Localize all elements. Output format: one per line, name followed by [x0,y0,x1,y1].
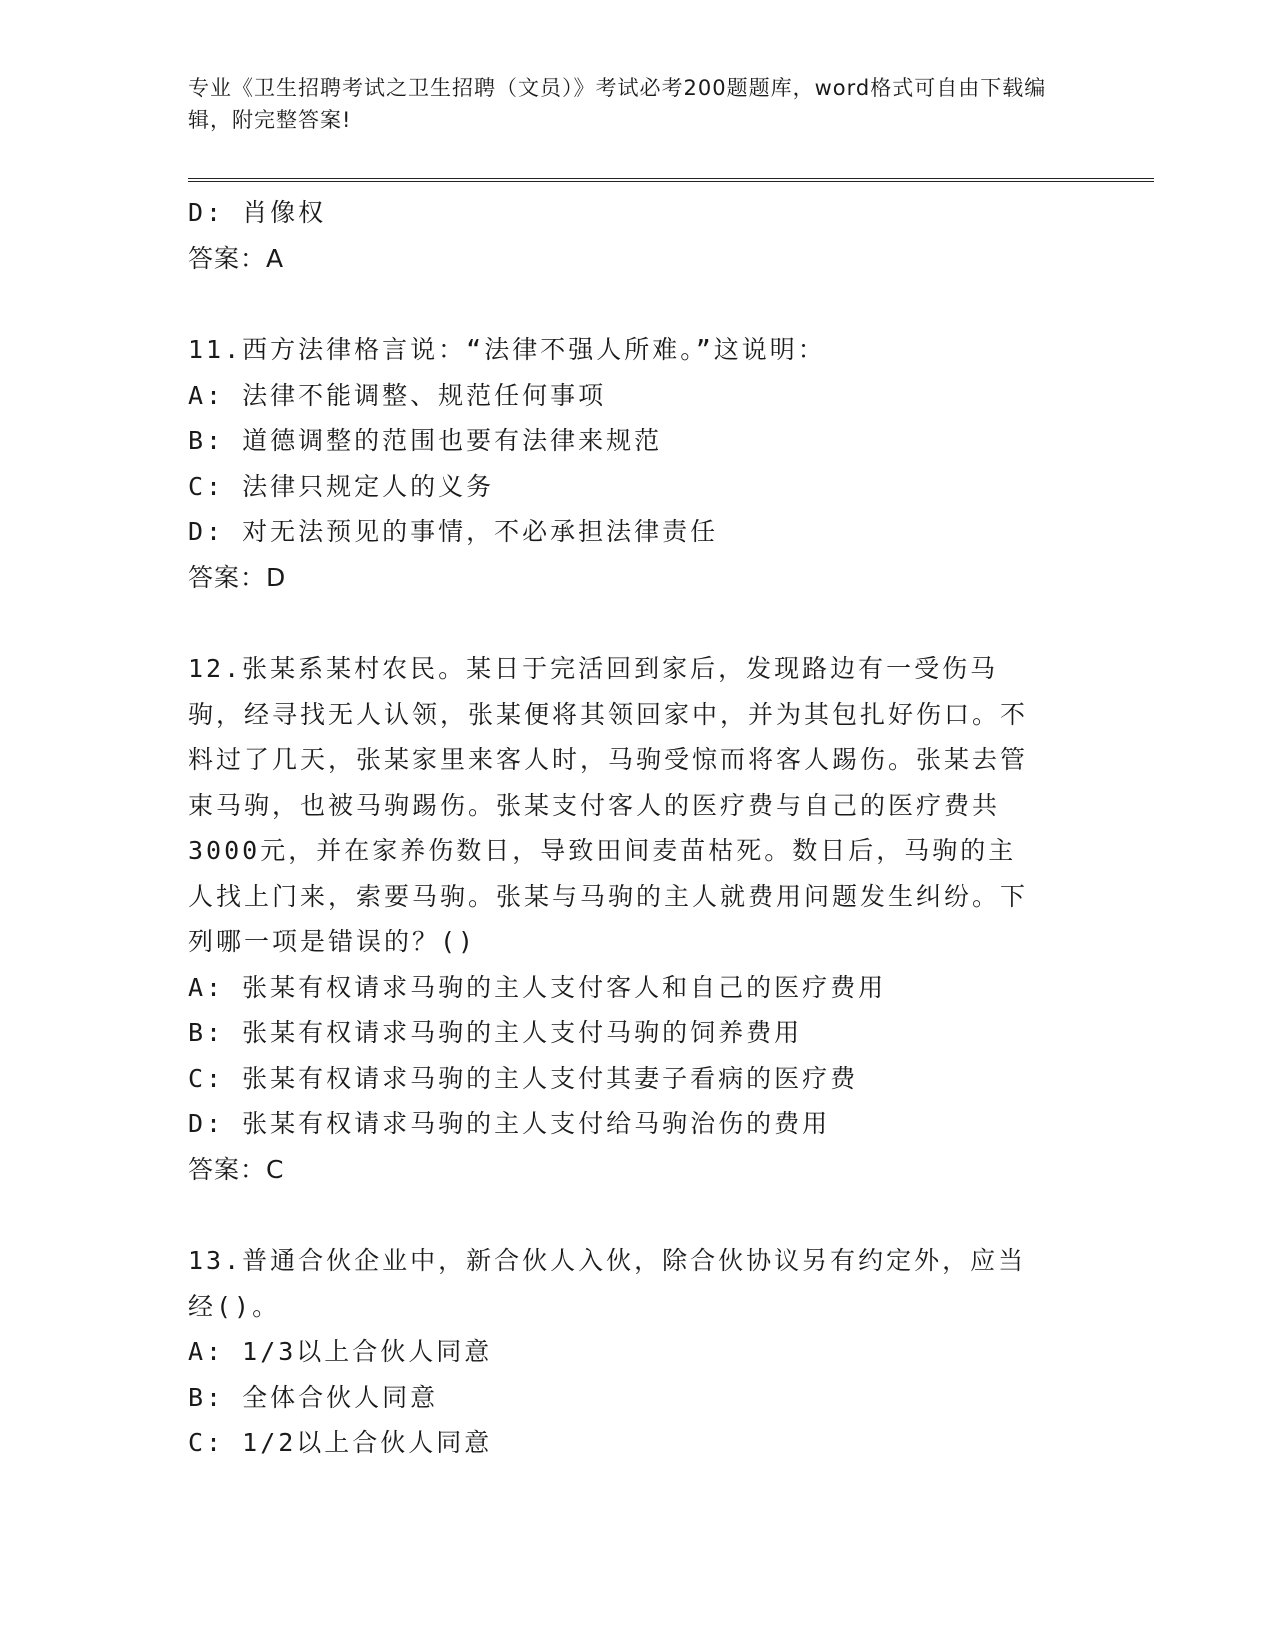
option-b: B: 道德调整的范围也要有法律来规范 [188,426,663,455]
answer-line: 答案：A [188,243,285,273]
header-divider [188,178,1154,182]
document-body [188,190,1088,1466]
spacer [188,600,1088,646]
question-block [188,327,1088,600]
answer-line: 答案：D [188,562,287,592]
question-stem: 13.普通合伙企业中，新合伙人入伙，除合伙协议另有约定外，应当经()。 [188,1246,1027,1321]
option-a: A: 法律不能调整、规范任何事项 [188,380,607,410]
option-b: B: 张某有权请求马驹的主人支付马驹的饲养费用 [188,1018,803,1047]
option-c: C: 1/2以上合伙人同意 [188,1428,493,1457]
option-d: D: 对无法预见的事情，不必承担法律责任 [188,517,719,546]
option-d: D: 张某有权请求马驹的主人支付给马驹治伤的费用 [188,1109,831,1138]
question-stem: 12.张某系某村农民。某日于完活回到家后，发现路边有一受伤马驹，经寻找无人认领，张某便将其领回家中，并为其包扎好伤口。不料过了几天，张某家里来客人时，马驹受惊而将客人踢伤。张某去管束马驹，也被马驹踢伤。张某支付客人的医疗费与自己的医疗费共3000元，并在家养伤数日，导致田间麦苗枯死。数日后，马驹的主人找上门来，索要马驹。张某与马驹的主人就费用问题发生纠纷。下列哪一项是错误的？() [188,654,1029,956]
option-c: C: 张某有权请求马驹的主人支付其妻子看病的医疗费 [188,1063,859,1093]
spacer [188,281,1088,327]
question-stem: 11.西方法律格言说：“法律不强人所难。”这说明： [188,335,826,364]
document-header: 专业《卫生招聘考试之卫生招聘（文员）》考试必考200题题库，word格式可自由下载编辑，附完整答案! [188,76,1047,132]
option-c: C: 法律只规定人的义务 [188,471,495,501]
option-d: D: 肖像权 [188,198,327,227]
spacer [188,1192,1088,1238]
question-block [188,646,1088,1192]
question-block [188,1238,1088,1466]
option-b: B: 全体合伙人同意 [188,1382,439,1412]
answer-line: 答案：C [188,1154,285,1184]
option-a: A: 张某有权请求马驹的主人支付客人和自己的医疗费用 [188,972,887,1002]
option-a: A: 1/3以上合伙人同意 [188,1337,493,1366]
